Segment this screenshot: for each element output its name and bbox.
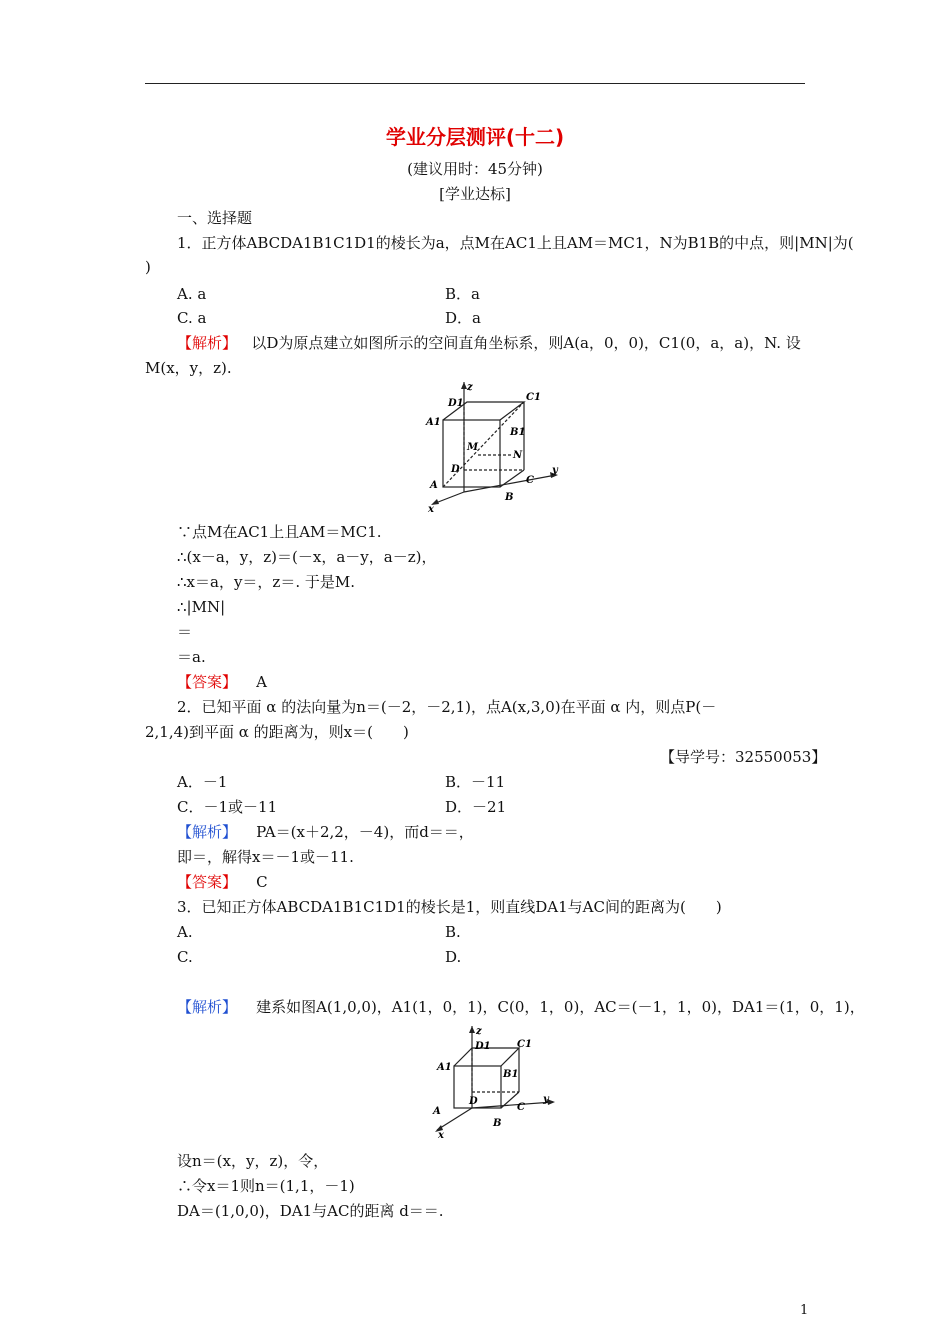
page-number: 1 (800, 1303, 809, 1318)
fig1-label-c1: C1 (526, 392, 541, 403)
fig2-label-a1: A1 (437, 1062, 452, 1073)
q1-step6: ＝a. (177, 648, 206, 666)
fig2-label-d: D (469, 1096, 478, 1107)
q1-option-d: D．a (445, 309, 481, 327)
q3-stem: 3．已知正方体ABCDA1B1C1D1的棱长是1，则直线DA1与AC间的距离为( ) (177, 898, 722, 916)
q1-analysis-tag: 【解析】 (177, 334, 238, 352)
cube-figure-1 (418, 380, 568, 515)
q3-option-c: C. (177, 948, 193, 966)
fig1-label-b1: B1 (510, 427, 526, 438)
q3-analysis-line1 (177, 997, 865, 1017)
fig2-label-b: B (493, 1118, 502, 1129)
q1-option-b: B．a (445, 285, 480, 303)
fig2-label-z: z (476, 1026, 482, 1037)
q2-answer-line (177, 872, 268, 892)
section-label: [学业达标] (439, 185, 511, 203)
q1-step1: ∵点M在AC1上且AM＝MC1. (177, 523, 382, 541)
q1-stem-line1: 1．正方体ABCDA1B1C1D1的棱长为a，点M在AC1上且AM＝MC1，N为B1B的中点，则|MN|为( (177, 234, 854, 252)
suggested-time: (建议用时：45分钟) (407, 160, 543, 178)
q1-analysis-text: 以D为原点建立如图所示的空间直角坐标系，则A(a，0，0)，C1(0，a，a)，N. 设 (251, 334, 801, 352)
fig1-label-d1: D1 (448, 398, 464, 409)
q2-analysis-text: PA＝(x＋2,2，－4)，而d＝＝， (256, 823, 474, 841)
q3-option-d: D. (445, 948, 462, 966)
q2-stem-line1: 2．已知平面 α 的法向量为n＝(－2，－2,1)，点A(x,3,0)在平面 α 内，则点P(－ (177, 698, 717, 716)
q3-analysis-tag: 【解析】 (177, 998, 238, 1016)
q3-option-b: B. (445, 923, 461, 941)
fig1-label-a: A (430, 480, 438, 491)
fig1-label-a1: A1 (426, 417, 441, 428)
fig2-label-x: x (438, 1130, 444, 1140)
cube-figure-2 (425, 1022, 565, 1140)
q2-analysis-line2: 即＝，解得x＝－1或－11. (177, 848, 354, 866)
header-rule (145, 83, 805, 84)
q1-option-c: C. a (177, 309, 207, 327)
q2-guide-number: 【导学号：32550053】 (660, 748, 827, 766)
fig2-label-b1: B1 (503, 1069, 519, 1080)
fig1-label-d: D (451, 464, 460, 475)
fig2-label-c1: C1 (517, 1039, 532, 1050)
q1-step3: ∴x＝a，y＝，z＝. 于是M. (177, 573, 355, 591)
fig2-label-d1: D1 (475, 1041, 491, 1052)
q2-analysis-tag: 【解析】 (177, 823, 238, 841)
q2-option-a: A．－1 (177, 773, 228, 791)
q2-stem-line2: 2,1,4)到平面 α 的距离为，则x＝( ) (145, 723, 409, 741)
fig1-label-b: B (505, 492, 514, 503)
fig1-label-c: C (526, 475, 534, 486)
q1-step5: ＝ (177, 623, 193, 641)
fig1-label-n: N (513, 450, 523, 461)
q3-option-a: A. (177, 923, 193, 941)
q2-option-c: C．－1或－11 (177, 798, 278, 816)
q2-option-d: D．－21 (445, 798, 507, 816)
q1-step2: ∴(x－a，y，z)＝(－x，a－y，a－z)， (177, 548, 437, 566)
q1-analysis-line2: M(x，y，z). (145, 359, 232, 377)
page-title: 学业分层测评(十二) (385, 125, 565, 149)
fig2-label-c: C (517, 1102, 525, 1113)
q3-step3: DA＝(1,0,0)，DA1与AC的距离 d＝＝. (177, 1202, 444, 1220)
q3-analysis-text: 建系如图A(1,0,0)，A1(1，0，1)，C(0，1，0)，AC＝(－1，1，0)，DA1＝(1，0，1)， (256, 998, 865, 1016)
q1-stem-line2: ) (145, 258, 151, 276)
q3-step1: 设n＝(x，y，z)，令， (177, 1152, 329, 1170)
fig1-label-x: x (428, 504, 434, 515)
fig1-label-y: y (552, 465, 558, 476)
fig2-label-y: y (543, 1094, 549, 1105)
q2-option-b: B．－11 (445, 773, 506, 791)
fig1-label-z: z (467, 382, 473, 393)
q2-answer: C (256, 873, 268, 891)
part-heading: 一、选择题 (177, 209, 253, 227)
fig1-label-m: M (467, 442, 479, 453)
q1-answer-line (177, 672, 267, 692)
q1-step4: ∴|MN| (177, 598, 226, 616)
q1-analysis-line1 (177, 333, 801, 353)
q2-analysis-line1 (177, 822, 474, 842)
q1-option-a: A. a (177, 285, 207, 303)
q3-step2: ∴令x＝1则n＝(1,1，－1) (177, 1177, 355, 1195)
q1-answer-tag: 【答案】 (177, 673, 238, 691)
q1-answer: A (256, 673, 267, 691)
fig2-label-a: A (433, 1106, 441, 1117)
q2-answer-tag: 【答案】 (177, 873, 238, 891)
